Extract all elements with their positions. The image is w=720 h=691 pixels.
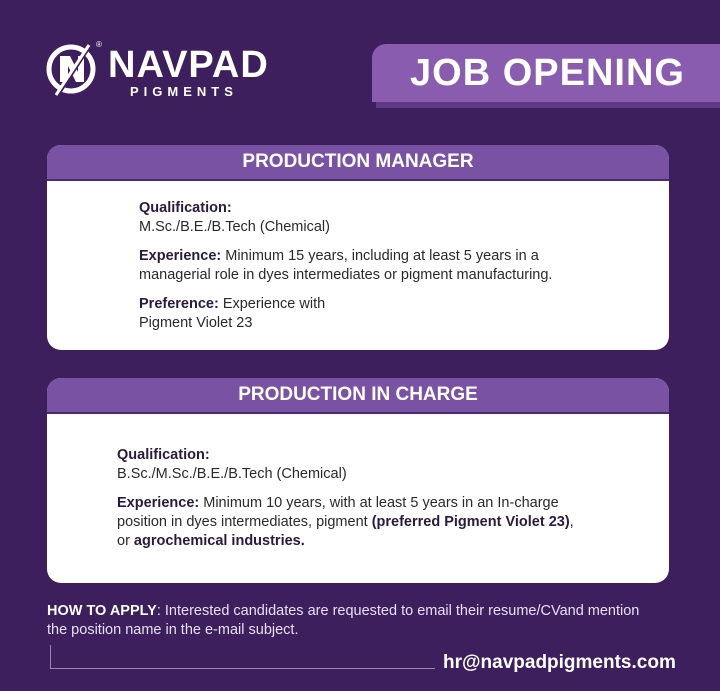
preference-text: Experience with bbox=[218, 296, 326, 312]
experience-block bbox=[117, 494, 669, 551]
apply-text: : Interested candidates are requested to email their resume/CVand mention bbox=[156, 603, 640, 619]
how-to-apply bbox=[47, 602, 687, 640]
experience-block bbox=[139, 247, 669, 285]
brand-subtitle: PIGMENTS bbox=[130, 84, 238, 99]
brand-logo bbox=[46, 40, 269, 100]
job-opening-banner bbox=[372, 44, 720, 102]
brand-name: NAVPAD bbox=[108, 44, 269, 86]
position-details bbox=[47, 181, 669, 333]
position-card-incharge bbox=[47, 378, 669, 583]
experience-text-3a: or bbox=[117, 533, 134, 549]
navpad-logo-icon bbox=[46, 40, 100, 98]
position-header bbox=[47, 145, 669, 181]
preference-block bbox=[139, 295, 669, 333]
qualification-label: Qualification: bbox=[117, 447, 210, 463]
position-title: PRODUCTION MANAGER bbox=[242, 151, 474, 172]
banner-title: JOB OPENING bbox=[410, 52, 685, 94]
experience-text-3b: agrochemical industries. bbox=[133, 533, 305, 549]
divider-horizontal bbox=[50, 668, 435, 669]
contact-email-link[interactable]: hr@navpadpigments.com bbox=[443, 652, 676, 673]
preference-text-2: Pigment Violet 23 bbox=[139, 315, 253, 331]
experience-label: Experience: bbox=[139, 248, 222, 264]
qualification-value: B.Sc./M.Sc./B.E./B.Tech (Chemical) bbox=[117, 466, 347, 482]
experience-text-2: managerial role in dyes intermediates or pigment manufacturing. bbox=[139, 267, 553, 283]
preference-label: Preference: bbox=[139, 296, 219, 312]
apply-label: HOW TO APPLY bbox=[47, 603, 157, 619]
qualification-block bbox=[139, 199, 669, 237]
experience-text-2a: position in dyes intermediates, pigment bbox=[117, 514, 372, 530]
registered-mark: ® bbox=[96, 40, 102, 49]
position-details bbox=[47, 414, 669, 551]
experience-label: Experience: bbox=[117, 495, 200, 511]
position-header bbox=[47, 378, 669, 414]
apply-text-2: the position name in the e-mail subject. bbox=[47, 622, 299, 638]
experience-text-2c: , bbox=[569, 514, 574, 530]
qualification-block bbox=[117, 446, 669, 484]
position-card-manager bbox=[47, 145, 669, 350]
experience-text-2b: (preferred Pigment Violet 23) bbox=[371, 514, 570, 530]
divider-vertical bbox=[50, 645, 51, 669]
qualification-label: Qualification: bbox=[139, 200, 232, 216]
experience-text: Minimum 10 years, with at least 5 years in an In-charge bbox=[199, 495, 559, 511]
qualification-value: M.Sc./B.E./B.Tech (Chemical) bbox=[139, 219, 330, 235]
experience-text: Minimum 15 years, including at least 5 years in a bbox=[221, 248, 539, 264]
position-title: PRODUCTION IN CHARGE bbox=[238, 384, 478, 405]
